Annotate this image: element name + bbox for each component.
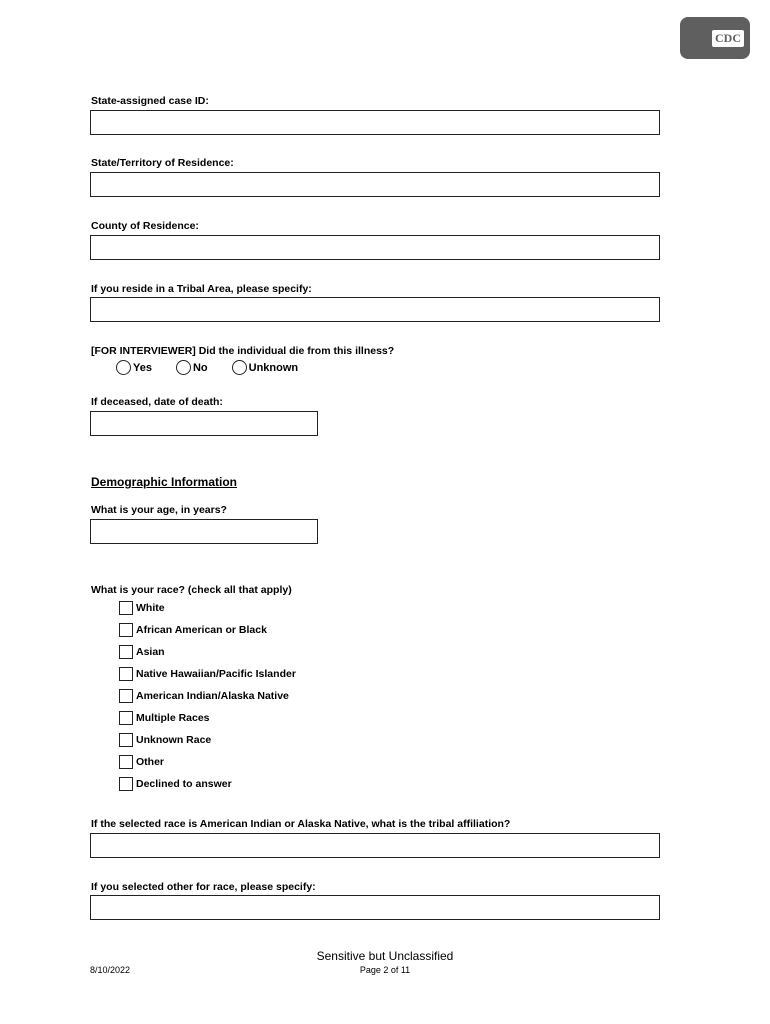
case-id-label: State-assigned case ID: (91, 95, 209, 107)
race-option-other[interactable] (119, 751, 296, 773)
list-item: Other (136, 756, 165, 768)
other-race-field[interactable] (90, 895, 660, 920)
death-date-field[interactable] (90, 411, 318, 436)
list-item: Declined to answer (136, 778, 232, 790)
tribal-affiliation-field[interactable] (90, 833, 660, 858)
county-label: County of Residence: (91, 220, 199, 232)
radio-circle-icon[interactable] (176, 360, 191, 375)
age-label: What is your age, in years? (91, 504, 227, 516)
died-question-label: [FOR INTERVIEWER] Did the individual die from this illness? (91, 345, 395, 357)
demographic-section-title: Demographic Information (91, 475, 238, 489)
race-option-native-hawaiian[interactable] (119, 663, 296, 685)
case-id-field[interactable] (90, 110, 660, 135)
race-option-asian[interactable] (119, 641, 296, 663)
classification-text: Sensitive but Unclassified (316, 949, 454, 963)
checkbox-icon[interactable] (119, 689, 133, 703)
list-item: Asian (136, 646, 165, 658)
checkbox-icon[interactable] (119, 755, 133, 769)
race-option-white[interactable] (119, 597, 296, 619)
list-item: Native Hawaiian/Pacific Islander (136, 668, 296, 680)
died-option-yes-label: Yes (133, 361, 152, 374)
list-item: Unknown Race (136, 734, 212, 746)
page-number: Page 2 of 11 (359, 965, 411, 975)
state-label: State/Territory of Residence: (91, 157, 234, 169)
list-item: Multiple Races (136, 712, 210, 724)
checkbox-icon[interactable] (119, 667, 133, 681)
died-option-unknown-label: Unknown (248, 361, 299, 374)
cdc-logo-text: CDC (712, 30, 744, 47)
checkbox-icon[interactable] (119, 777, 133, 791)
race-option-american-indian[interactable] (119, 685, 296, 707)
state-field[interactable] (90, 172, 660, 197)
race-option-declined[interactable] (119, 773, 296, 795)
list-item: African American or Black (136, 624, 267, 636)
tribal-area-label: If you reside in a Tribal Area, please specify: (91, 283, 312, 295)
death-date-label: If deceased, date of death: (91, 396, 223, 408)
checkbox-icon[interactable] (119, 623, 133, 637)
checkbox-icon[interactable] (119, 601, 133, 615)
died-option-unknown[interactable] (232, 360, 299, 375)
radio-circle-icon[interactable] (116, 360, 131, 375)
race-question-label: What is your race? (check all that apply) (91, 584, 292, 596)
footer-date: 8/10/2022 (90, 965, 131, 975)
age-field[interactable] (90, 519, 318, 544)
list-item: White (136, 602, 165, 614)
list-item: American Indian/Alaska Native (136, 690, 289, 702)
checkbox-icon[interactable] (119, 733, 133, 747)
race-option-multiple[interactable] (119, 707, 296, 729)
county-field[interactable] (90, 235, 660, 260)
tribal-area-field[interactable] (90, 297, 660, 322)
died-option-no[interactable] (176, 360, 208, 375)
checkbox-icon[interactable] (119, 711, 133, 725)
died-option-no-label: No (192, 361, 208, 374)
cdc-logo (680, 17, 750, 59)
other-race-label: If you selected other for race, please specify: (91, 881, 316, 893)
tribal-affiliation-label: If the selected race is American Indian or Alaska Native, what is the tribal affiliation? (91, 818, 511, 830)
race-option-unknown[interactable] (119, 729, 296, 751)
checkbox-icon[interactable] (119, 645, 133, 659)
race-option-african-american[interactable] (119, 619, 296, 641)
race-checkbox-list (119, 597, 296, 795)
radio-circle-icon[interactable] (232, 360, 247, 375)
died-option-yes[interactable] (116, 360, 152, 375)
died-radio-group (116, 360, 312, 375)
